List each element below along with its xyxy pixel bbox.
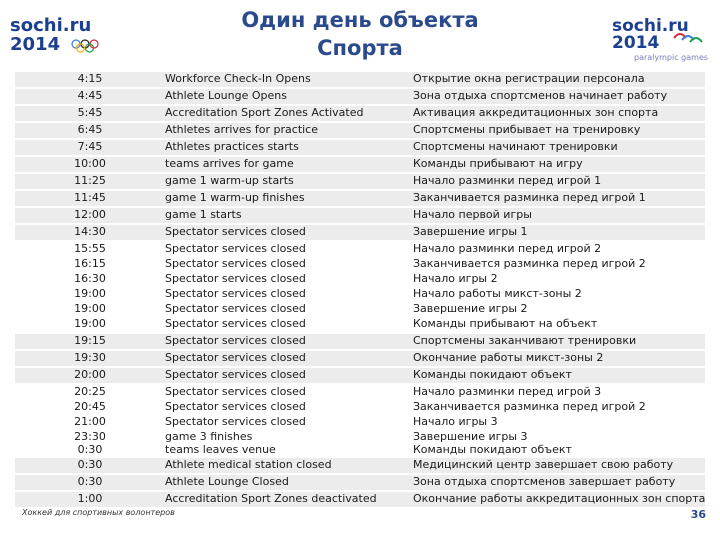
footer-note: Хоккей для спортивных волонтеров	[22, 508, 175, 517]
schedule-event-en: Spectator services closed	[165, 400, 306, 413]
schedule-event-en: game 1 starts	[165, 208, 242, 221]
schedule-time: 4:15	[77, 72, 103, 85]
schedule-event-en: Accreditation Sport Zones deactivated	[165, 492, 377, 505]
schedule-event-ru: Зона отдыха спортсменов завершает работу	[413, 475, 676, 488]
schedule-row	[15, 458, 705, 473]
schedule-event-en: Spectator services closed	[165, 351, 306, 364]
schedule-event-en: game 1 warm-up finishes	[165, 191, 305, 204]
schedule-event-en: Accreditation Sport Zones Activated	[165, 106, 364, 119]
page-number: 36	[690, 508, 706, 521]
schedule-event-en: Athlete Lounge Closed	[165, 475, 289, 488]
schedule-event-ru: Начало игры 2	[413, 272, 498, 285]
schedule-time: 16:30	[74, 272, 106, 285]
schedule-event-ru: Окончание работы аккредитационных зон спорта	[413, 492, 706, 505]
schedule-event-ru: Заканчивается разминка перед игрой 1	[413, 191, 646, 204]
schedule-row	[15, 174, 705, 189]
schedule-event-en: teams leaves venue	[165, 443, 276, 456]
schedule-time: 19:00	[74, 302, 106, 315]
schedule-row	[15, 242, 705, 256]
schedule-event-en: Spectator services closed	[165, 272, 306, 285]
svg-text:paralympic games: paralympic games	[634, 53, 709, 62]
schedule-event-en: Spectator services closed	[165, 385, 306, 398]
schedule-event-ru: Заканчивается разминка перед игрой 2	[413, 400, 646, 413]
schedule-event-ru: Завершение игры 3	[413, 430, 528, 443]
schedule-row	[15, 400, 705, 414]
schedule-event-ru: Завершение игры 2	[413, 302, 528, 315]
schedule-event-en: teams arrives for game	[165, 157, 294, 170]
schedule-event-ru: Зона отдыха спортсменов начинает работу	[413, 89, 668, 102]
schedule-time: 10:00	[74, 157, 106, 170]
schedule-event-en: Spectator services closed	[165, 242, 306, 255]
schedule-event-ru: Заканчивается разминка перед игрой 2	[413, 257, 646, 270]
schedule-time: 12:00	[74, 208, 106, 221]
schedule-event-ru: Начало разминки перед игрой 1	[413, 174, 602, 187]
schedule-event-ru: Команды покидают объект	[413, 443, 572, 456]
schedule-event-en: Athlete medical station closed	[165, 458, 332, 471]
schedule-event-en: Spectator services closed	[165, 415, 306, 428]
schedule-row	[15, 89, 705, 104]
schedule-event-en: Spectator services closed	[165, 317, 306, 330]
schedule-event-ru: Начало игры 3	[413, 415, 498, 428]
schedule-event-ru: Начало работы микст-зоны 2	[413, 287, 582, 300]
schedule-time: 6:45	[77, 123, 103, 136]
schedule-row	[15, 302, 705, 316]
page-title	[200, 6, 520, 62]
schedule-time: 0:30	[77, 458, 103, 471]
schedule-time: 14:30	[74, 225, 106, 238]
svg-text:2014: 2014	[612, 33, 660, 53]
schedule-row	[15, 443, 705, 457]
schedule-event-en: game 3 finishes	[165, 430, 253, 443]
schedule-time: 19:30	[74, 351, 106, 364]
schedule-row	[15, 140, 705, 155]
schedule-time: 20:45	[74, 400, 106, 413]
schedule-row	[15, 492, 705, 507]
schedule-row	[15, 123, 705, 138]
schedule-event-en: Spectator services closed	[165, 257, 306, 270]
svg-text:sochi.ru: sochi.ru	[612, 16, 689, 36]
schedule-time: 20:25	[74, 385, 106, 398]
schedule-time: 11:25	[74, 174, 106, 187]
schedule-time: 23:30	[74, 430, 106, 443]
schedule-event-en: Spectator services closed	[165, 225, 306, 238]
schedule-event-en: Spectator services closed	[165, 287, 306, 300]
schedule-event-en: Spectator services closed	[165, 334, 306, 347]
schedule-row	[15, 272, 705, 286]
schedule-row	[15, 317, 705, 331]
schedule-event-ru: Спортсмены начинают тренировки	[413, 140, 618, 153]
title-line-2: Спорта	[317, 36, 403, 60]
schedule-event-ru: Команды покидают объект	[413, 368, 572, 381]
schedule-time: 19:15	[74, 334, 106, 347]
schedule-event-ru: Начало первой игры	[413, 208, 532, 221]
schedule-event-en: Athletes arrives for practice	[165, 123, 319, 136]
schedule-row	[15, 157, 705, 172]
schedule-event-en: Spectator services closed	[165, 302, 306, 315]
schedule-row	[15, 475, 705, 490]
schedule-event-ru: Активация аккредитационных зон спорта	[413, 106, 659, 119]
schedule-row	[15, 106, 705, 121]
schedule-event-ru: Спортсмены прибывает на тренировку	[413, 123, 641, 136]
schedule-event-en: game 1 warm-up starts	[165, 174, 294, 187]
schedule-time: 19:00	[74, 287, 106, 300]
title-line-1: Один день объекта	[241, 8, 479, 32]
schedule-time: 11:45	[74, 191, 106, 204]
schedule-row	[15, 225, 705, 240]
schedule-time: 20:00	[74, 368, 106, 381]
schedule-row	[15, 191, 705, 206]
schedule-time: 0:30	[77, 475, 103, 488]
schedule-time: 4:45	[77, 89, 103, 102]
schedule-row	[15, 430, 705, 444]
schedule-time: 0:30	[77, 443, 103, 456]
schedule-row	[15, 72, 705, 87]
schedule-row	[15, 208, 705, 223]
schedule-time: 7:45	[77, 140, 103, 153]
schedule-row	[15, 385, 705, 399]
schedule-event-ru: Завершение игры 1	[413, 225, 528, 238]
schedule-event-ru: Начало разминки перед игрой 2	[413, 242, 602, 255]
schedule-time: 19:00	[74, 317, 106, 330]
schedule-row	[15, 415, 705, 429]
schedule-row	[15, 287, 705, 301]
schedule-time: 5:45	[77, 106, 103, 119]
schedule-row	[15, 334, 705, 349]
schedule-row	[15, 257, 705, 271]
schedule-event-ru: Спортсмены заканчивают тренировки	[413, 334, 637, 347]
sochi-2014-logo-left	[10, 14, 110, 54]
svg-text:2014: 2014	[10, 34, 61, 54]
schedule-event-ru: Команды прибывают на игру	[413, 157, 583, 170]
schedule-event-ru: Медицинский центр завершает свою работу	[413, 458, 674, 471]
schedule-time: 21:00	[74, 415, 106, 428]
schedule-row	[15, 351, 705, 366]
schedule-row	[15, 368, 705, 383]
schedule-time: 16:15	[74, 257, 106, 270]
schedule-time: 1:00	[77, 492, 103, 505]
schedule-event-ru: Открытие окна регистрации персонала	[413, 72, 645, 85]
schedule-time: 15:55	[74, 242, 106, 255]
schedule-event-ru: Окончание работы микст-зоны 2	[413, 351, 604, 364]
schedule-event-en: Workforce Check-In Opens	[165, 72, 311, 85]
schedule-event-ru: Начало разминки перед игрой 3	[413, 385, 602, 398]
schedule-event-ru: Команды прибывают на объект	[413, 317, 598, 330]
svg-text:sochi.ru: sochi.ru	[10, 15, 92, 36]
schedule-event-en: Athletes practices starts	[165, 140, 299, 153]
schedule-event-en: Spectator services closed	[165, 368, 306, 381]
sochi-2014-paralympic-logo	[612, 14, 710, 64]
schedule-event-en: Athlete Lounge Opens	[165, 89, 287, 102]
